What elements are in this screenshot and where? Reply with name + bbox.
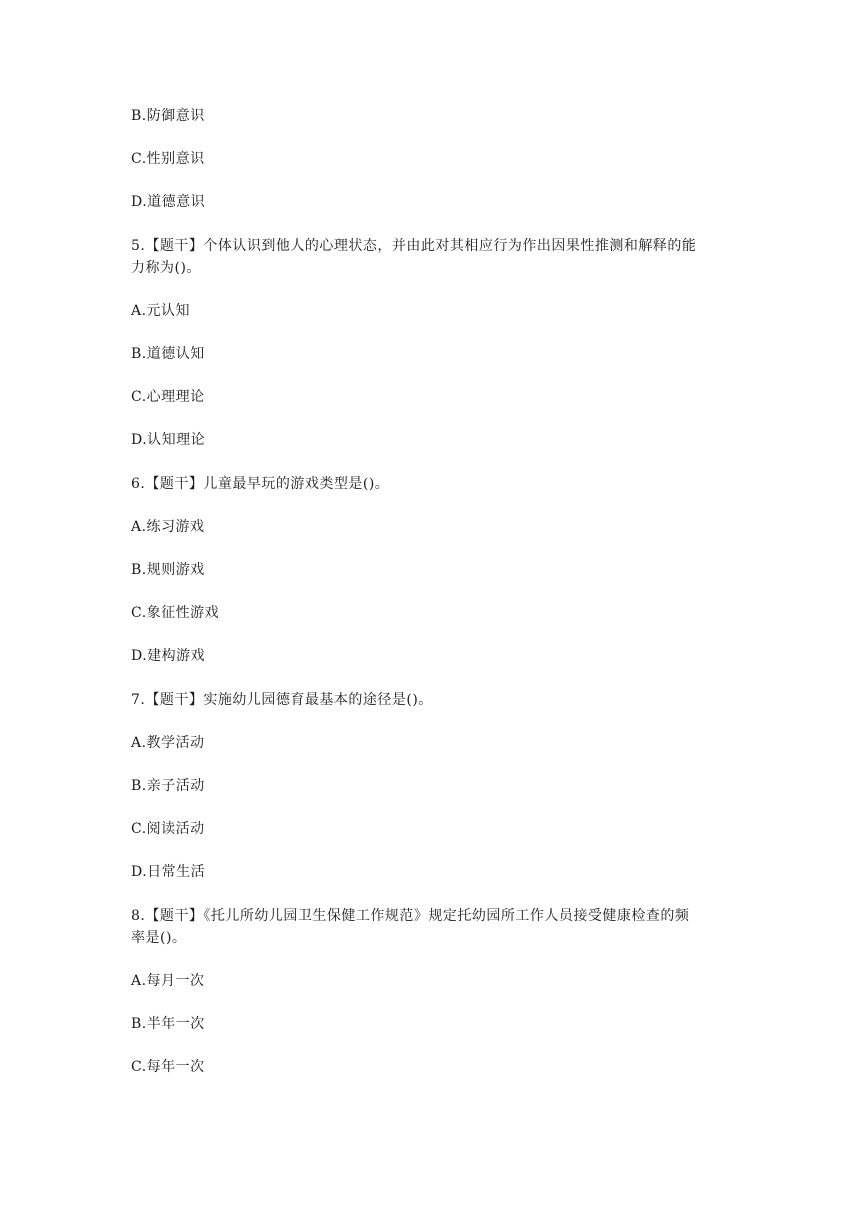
q8-option-c: C.每年一次 [131, 1059, 205, 1075]
q5-option-b: B.道德认知 [131, 346, 205, 362]
q8-stem-line1: 8.【题干】《托儿所幼儿园卫生保健工作规范》规定托幼园所工作人员接受健康检查的频 [131, 908, 690, 924]
q5-stem [131, 235, 741, 279]
q4-option-d: D.道德意识 [131, 194, 206, 210]
q6-option-a: A.练习游戏 [131, 519, 205, 535]
q5-option-d: D.认知理论 [131, 432, 206, 448]
q7-option-a: A.教学活动 [131, 735, 205, 751]
q8-stem [131, 905, 741, 949]
q4-option-b: B.防御意识 [131, 108, 205, 124]
q6-option-c: C.象征性游戏 [131, 605, 220, 621]
q8-option-a: A.每月一次 [131, 973, 205, 989]
q8-option-b: B.半年一次 [131, 1016, 205, 1032]
q7-option-d: D.日常生活 [131, 864, 206, 880]
q7-stem: 7.【题干】实施幼儿园德育最基本的途径是()。 [131, 692, 433, 708]
q6-option-d: D.建构游戏 [131, 648, 206, 664]
q5-option-c: C.心理理论 [131, 389, 205, 405]
q5-stem-line1: 5.【题干】个体认识到他人的心理状态，并由此对其相应行为作出因果性推测和解释的能 [131, 238, 697, 254]
q8-stem-line2: 率是()。 [131, 930, 187, 946]
q6-stem: 6.【题干】儿童最早玩的游戏类型是()。 [131, 476, 390, 492]
q6-option-b: B.规则游戏 [131, 562, 205, 578]
q7-option-c: C.阅读活动 [131, 821, 205, 837]
q4-option-c: C.性别意识 [131, 151, 205, 167]
q5-option-a: A.元认知 [131, 303, 191, 319]
q5-stem-line2: 力称为()。 [131, 260, 201, 276]
q7-option-b: B.亲子活动 [131, 778, 205, 794]
